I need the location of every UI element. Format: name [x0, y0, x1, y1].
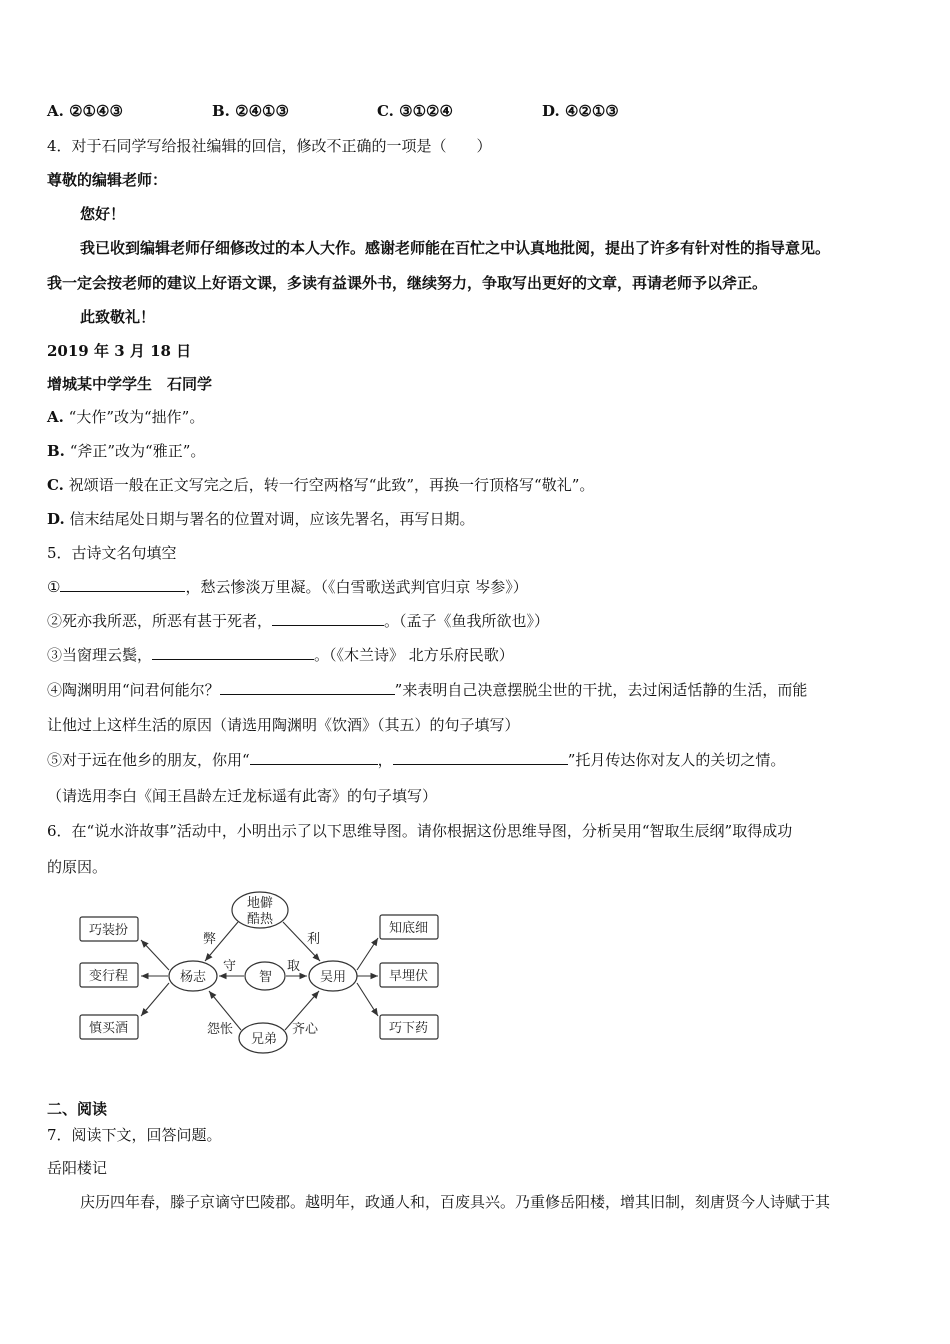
mind-map-diagram — [75, 890, 455, 1060]
q3-option-a: A. ②①④③ — [47, 102, 123, 120]
q6-line-1: 6．在“说水浒故事”活动中，小明出示了以下思维导图。请你根据这份思维导图，分析吴用“智取生辰纲”取得成功 — [47, 822, 793, 840]
q3-option-b: B. ②④①③ — [212, 102, 289, 120]
label-zhidixi: 知底细 — [389, 921, 429, 936]
edge-bi: 弊 — [203, 932, 217, 947]
q3-option-c: C. ③①②④ — [377, 102, 453, 120]
label-zaomaifu: 早埋伏 — [389, 969, 429, 984]
q5-line-4: ④陶渊明用“问君何能尔？ ”来表明自己决意摆脱尘世的干扰，去过闲适恬静的生活，而能 — [47, 681, 808, 699]
q3-option-d: D. ④②①③ — [542, 102, 619, 120]
label-shenmaijiu: 慎买酒 — [89, 1021, 129, 1036]
letter-body-2: 我一定会按老师的建议上好语文课，多读有益课外书，继续努力，争取写出更好的文章，再请老师予以斧正。 — [47, 274, 768, 292]
letter-greeting: 您好！ — [80, 205, 126, 223]
label-qiaozhuangban: 巧装扮 — [89, 923, 129, 938]
q4-option-c: C. 祝颂语一般在正文写完之后，转一行空两格写“此致”，再换一行顶格写“敬礼”。 — [47, 476, 595, 494]
label-zhi: 智 — [259, 970, 273, 985]
blank-5a[interactable] — [250, 750, 378, 765]
q5-title: 5．古诗文名句填空 — [47, 544, 177, 562]
label-kure: 酷热 — [247, 912, 274, 927]
label-yangzhi: 杨志 — [180, 970, 207, 985]
q4-question: 4．对于石同学写给报社编辑的回信，修改不正确的一项是（ ） — [47, 137, 492, 155]
q5-line-4b: 让他过上这样生活的原因（请选用陶渊明《饮酒》（其五）的句子填写） — [47, 716, 520, 734]
q6-line-2: 的原因。 — [47, 858, 108, 876]
letter-signature: 增城某中学学生 石同学 — [47, 375, 213, 393]
q7-question: 7．阅读下文，回答问题。 — [47, 1126, 222, 1144]
section-title-reading: 二、阅读 — [47, 1100, 108, 1118]
q5-line-1: ① ，愁云惨淡万里凝。（《白雪歌送武判官归京 岑参》） — [47, 578, 528, 596]
q5-line-2: ②死亦我所恶，所恶有甚于死者， 。（孟子《鱼我所欲也》） — [47, 612, 550, 630]
q5-line-5: ⑤对于远在他乡的朋友，你用“ ， ”托月传达你对友人的关切之情。 — [47, 751, 786, 769]
label-xiongdi: 兄弟 — [251, 1032, 278, 1047]
label-bianxingcheng: 变行程 — [89, 969, 129, 984]
edge-qixin: 齐心 — [292, 1022, 319, 1037]
edge-li: 利 — [307, 932, 321, 947]
label-qiaoxiayao: 巧下药 — [389, 1021, 429, 1036]
q4-option-a: A. “大作”改为“拙作”。 — [47, 408, 205, 426]
blank-4[interactable] — [220, 680, 395, 695]
label-dipi: 地僻 — [247, 896, 274, 911]
blank-5b[interactable] — [393, 750, 568, 765]
q5-line-5b: （请选用李白《闻王昌龄左迁龙标遥有此寄》的句子填写） — [47, 787, 438, 805]
letter-salutation: 尊敬的编辑老师： — [47, 171, 168, 189]
edge-yuanchang: 怨怅 — [207, 1022, 234, 1037]
letter-date: 2019 年 3 月 18 日 — [47, 342, 192, 360]
letter-closing: 此致敬礼！ — [80, 308, 156, 326]
blank-2[interactable] — [272, 611, 384, 626]
q7-para-1: 庆历四年春，滕子京谪守巴陵郡。越明年，政通人和，百废具兴。乃重修岳阳楼，增其旧制，刻唐贤今人诗赋于其 — [80, 1193, 831, 1211]
q7-essay-title: 岳阳楼记 — [47, 1159, 108, 1177]
q4-option-b: B. “斧正”改为“雅正”。 — [47, 442, 206, 460]
letter-body-1: 我已收到编辑老师仔细修改过的本人大作。感谢老师能在百忙之中认真地批阅，提出了许多有针对性的指导意见。 — [80, 239, 831, 257]
blank-3[interactable] — [152, 645, 314, 660]
q4-option-d: D. 信末结尾处日期与署名的位置对调，应该先署名，再写日期。 — [47, 510, 475, 528]
edge-qu: 取 — [287, 959, 301, 974]
blank-1[interactable] — [60, 577, 185, 592]
label-wuyong: 吴用 — [320, 970, 347, 985]
q5-line-3: ③当窗理云鬓， 。（《木兰诗》 北方乐府民歌） — [47, 646, 514, 664]
edge-shou: 守 — [223, 959, 237, 974]
